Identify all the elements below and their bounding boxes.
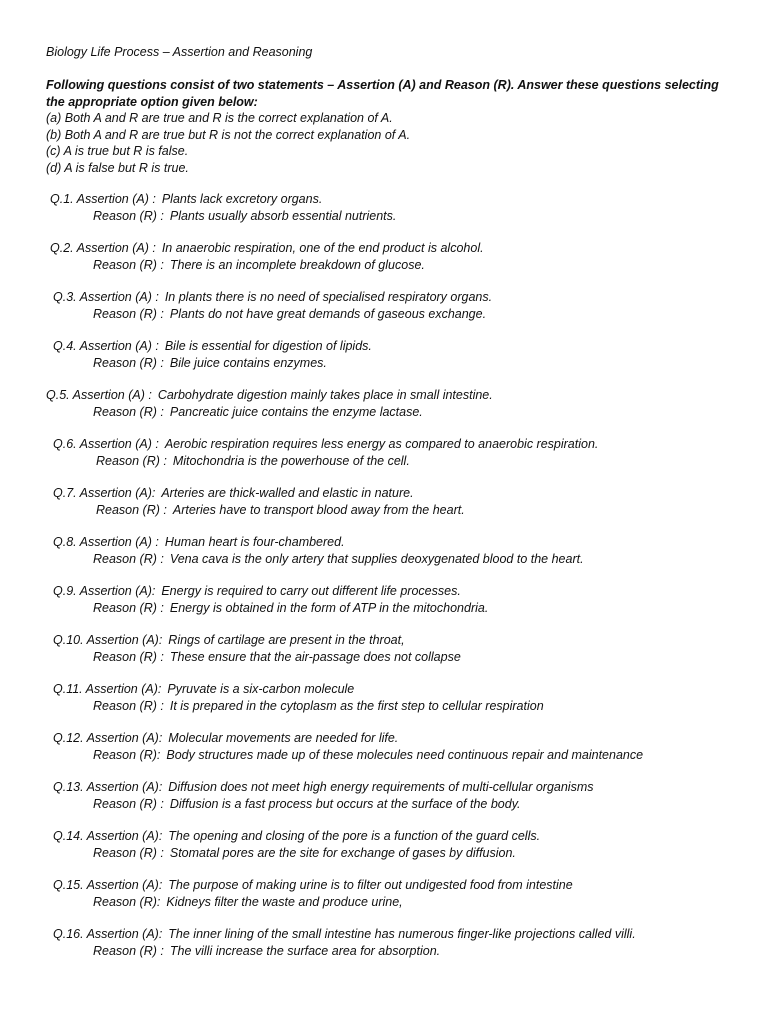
question-item (0, 583, 768, 632)
reason-text: There is an incomplete breakdown of glucose. (169, 257, 425, 272)
reason-text: Stomatal pores are the site for exchange of gases by diffusion. (169, 845, 516, 860)
reason-label: Reason (R) : (93, 257, 164, 272)
reason-line (93, 796, 521, 813)
reason-text: These ensure that the air-passage does not collapse (169, 649, 461, 664)
assertion-line (53, 828, 540, 845)
assertion-text: Rings of cartilage are present in the throat, (168, 633, 405, 647)
instructions-text: Following questions consist of two statements – Assertion (A) and Reason (R). Answer these questions selecting the appropriate option given below: (46, 78, 719, 109)
question-item (0, 191, 768, 240)
assertion-line (53, 681, 354, 698)
question-item (0, 485, 768, 534)
reason-label: Reason (R) : (93, 698, 164, 713)
reason-line (96, 453, 410, 470)
reason-label: Reason (R) : (96, 502, 167, 517)
question-item (0, 926, 768, 975)
question-item (0, 338, 768, 387)
assertion-label: Q.11. Assertion (A): (53, 682, 162, 696)
reason-label: Reason (R) : (93, 845, 164, 860)
assertion-label: Q.14. Assertion (A): (53, 829, 163, 843)
reason-line (93, 404, 423, 421)
assertion-line (53, 632, 405, 649)
reason-label: Reason (R) : (93, 796, 164, 811)
reason-label: Reason (R) : (93, 600, 164, 615)
reason-label: Reason (R) : (96, 453, 167, 468)
reason-label: Reason (R) : (93, 355, 164, 370)
reason-label: Reason (R): (93, 747, 161, 762)
assertion-text: Arteries are thick-walled and elastic in nature. (161, 486, 414, 500)
reason-line (93, 551, 584, 568)
reason-line (93, 747, 643, 764)
assertion-line (50, 240, 484, 257)
option-b: (b) Both A and R are true but R is not the correct explanation of A. (46, 127, 411, 142)
reason-text: Vena cava is the only artery that supplies deoxygenated blood to the heart. (169, 551, 584, 566)
assertion-label: Q.10. Assertion (A): (53, 633, 163, 647)
reason-line (93, 845, 516, 862)
assertion-label: Q.12. Assertion (A): (53, 731, 163, 745)
reason-text: Pancreatic juice contains the enzyme lactase. (169, 404, 423, 419)
reason-label: Reason (R) : (93, 551, 164, 566)
question-item (0, 387, 768, 436)
question-item (0, 632, 768, 681)
assertion-label: Q.2. Assertion (A) : (50, 241, 156, 255)
assertion-line (53, 877, 573, 894)
question-item (0, 240, 768, 289)
reason-line (93, 943, 440, 960)
question-list (0, 191, 768, 975)
assertion-line (53, 289, 492, 306)
assertion-line (53, 338, 372, 355)
reason-text: Kidneys filter the waste and produce urine, (166, 894, 403, 909)
reason-label: Reason (R) : (93, 649, 164, 664)
assertion-text: Carbohydrate digestion mainly takes place in small intestine. (157, 388, 493, 402)
question-item (0, 681, 768, 730)
assertion-label: Q.1. Assertion (A) : (50, 192, 156, 206)
reason-label: Reason (R): (93, 894, 161, 909)
assertion-line (53, 779, 594, 796)
reason-line (93, 698, 544, 715)
reason-text: Diffusion is a fast process but occurs at the surface of the body. (169, 796, 521, 811)
reason-line (93, 355, 327, 372)
assertion-text: Plants lack excretory organs. (161, 192, 323, 206)
reason-label: Reason (R) : (93, 943, 164, 958)
assertion-label: Q.13. Assertion (A): (53, 780, 163, 794)
assertion-label: Q.16. Assertion (A): (53, 927, 163, 941)
assertion-text: The opening and closing of the pore is a function of the guard cells. (168, 829, 541, 843)
question-item (0, 534, 768, 583)
reason-text: Energy is obtained in the form of ATP in the mitochondria. (169, 600, 489, 615)
question-item (0, 289, 768, 338)
assertion-line (46, 387, 493, 404)
reason-text: Body structures made up of these molecules need continuous repair and maintenance (166, 747, 644, 762)
reason-line (93, 600, 488, 617)
answer-options (46, 110, 410, 176)
question-item (0, 828, 768, 877)
reason-line (96, 502, 465, 519)
assertion-label: Q.4. Assertion (A) : (53, 339, 159, 353)
reason-text: Plants usually absorb essential nutrients. (169, 208, 397, 223)
assertion-text: In plants there is no need of specialised respiratory organs. (164, 290, 493, 304)
assertion-text: Pyruvate is a six-carbon molecule (167, 682, 355, 696)
assertion-text: Energy is required to carry out different life processes. (161, 584, 461, 598)
assertion-line (53, 485, 414, 502)
reason-line (93, 649, 461, 666)
assertion-line (50, 191, 322, 208)
assertion-label: Q.8. Assertion (A) : (53, 535, 159, 549)
assertion-label: Q.5. Assertion (A) : (46, 388, 152, 402)
reason-text: Plants do not have great demands of gaseous exchange. (169, 306, 487, 321)
option-d: (d) A is false but R is true. (46, 160, 189, 175)
assertion-label: Q.3. Assertion (A) : (53, 290, 159, 304)
reason-line (93, 208, 396, 225)
assertion-text: Bile is essential for digestion of lipids. (164, 339, 372, 353)
assertion-line (53, 926, 636, 943)
reason-text: Arteries have to transport blood away from the heart. (172, 502, 465, 517)
reason-text: Bile juice contains enzymes. (169, 355, 327, 370)
assertion-label: Q.6. Assertion (A) : (53, 437, 159, 451)
document-title: Biology Life Process – Assertion and Reasoning (46, 45, 313, 59)
reason-line (93, 894, 403, 911)
assertion-text: Aerobic respiration requires less energy as compared to anaerobic respiration. (164, 437, 599, 451)
assertion-text: The purpose of making urine is to filter out undigested food from intestine (168, 878, 573, 892)
assertion-text: In anaerobic respiration, one of the end product is alcohol. (161, 241, 484, 255)
reason-line (93, 306, 486, 323)
question-item (0, 436, 768, 485)
assertion-line (53, 534, 345, 551)
reason-label: Reason (R) : (93, 306, 164, 321)
assertion-label: Q.7. Assertion (A): (53, 486, 156, 500)
assertion-text: Diffusion does not meet high energy requirements of multi-cellular organisms (168, 780, 594, 794)
question-item (0, 779, 768, 828)
assertion-line (53, 436, 598, 453)
option-c: (c) A is true but R is false. (46, 144, 189, 158)
assertion-line (53, 730, 398, 747)
assertion-text: The inner lining of the small intestine has numerous finger-like projections called villi. (168, 927, 636, 941)
assertion-text: Molecular movements are needed for life. (168, 731, 399, 745)
assertion-label: Q.15. Assertion (A): (53, 878, 163, 892)
reason-text: The villi increase the surface area for absorption. (169, 943, 441, 958)
assertion-line (53, 583, 461, 600)
reason-text: It is prepared in the cytoplasm as the first step to cellular respiration (169, 698, 544, 713)
reason-text: Mitochondria is the powerhouse of the cell. (172, 453, 410, 468)
option-a: (a) Both A and R are true and R is the correct explanation of A. (46, 111, 393, 125)
reason-line (93, 257, 425, 274)
assertion-text: Human heart is four-chambered. (164, 535, 345, 549)
reason-label: Reason (R) : (93, 404, 164, 419)
assertion-label: Q.9. Assertion (A): (53, 584, 156, 598)
question-item (0, 730, 768, 779)
question-item (0, 877, 768, 926)
reason-label: Reason (R) : (93, 208, 164, 223)
